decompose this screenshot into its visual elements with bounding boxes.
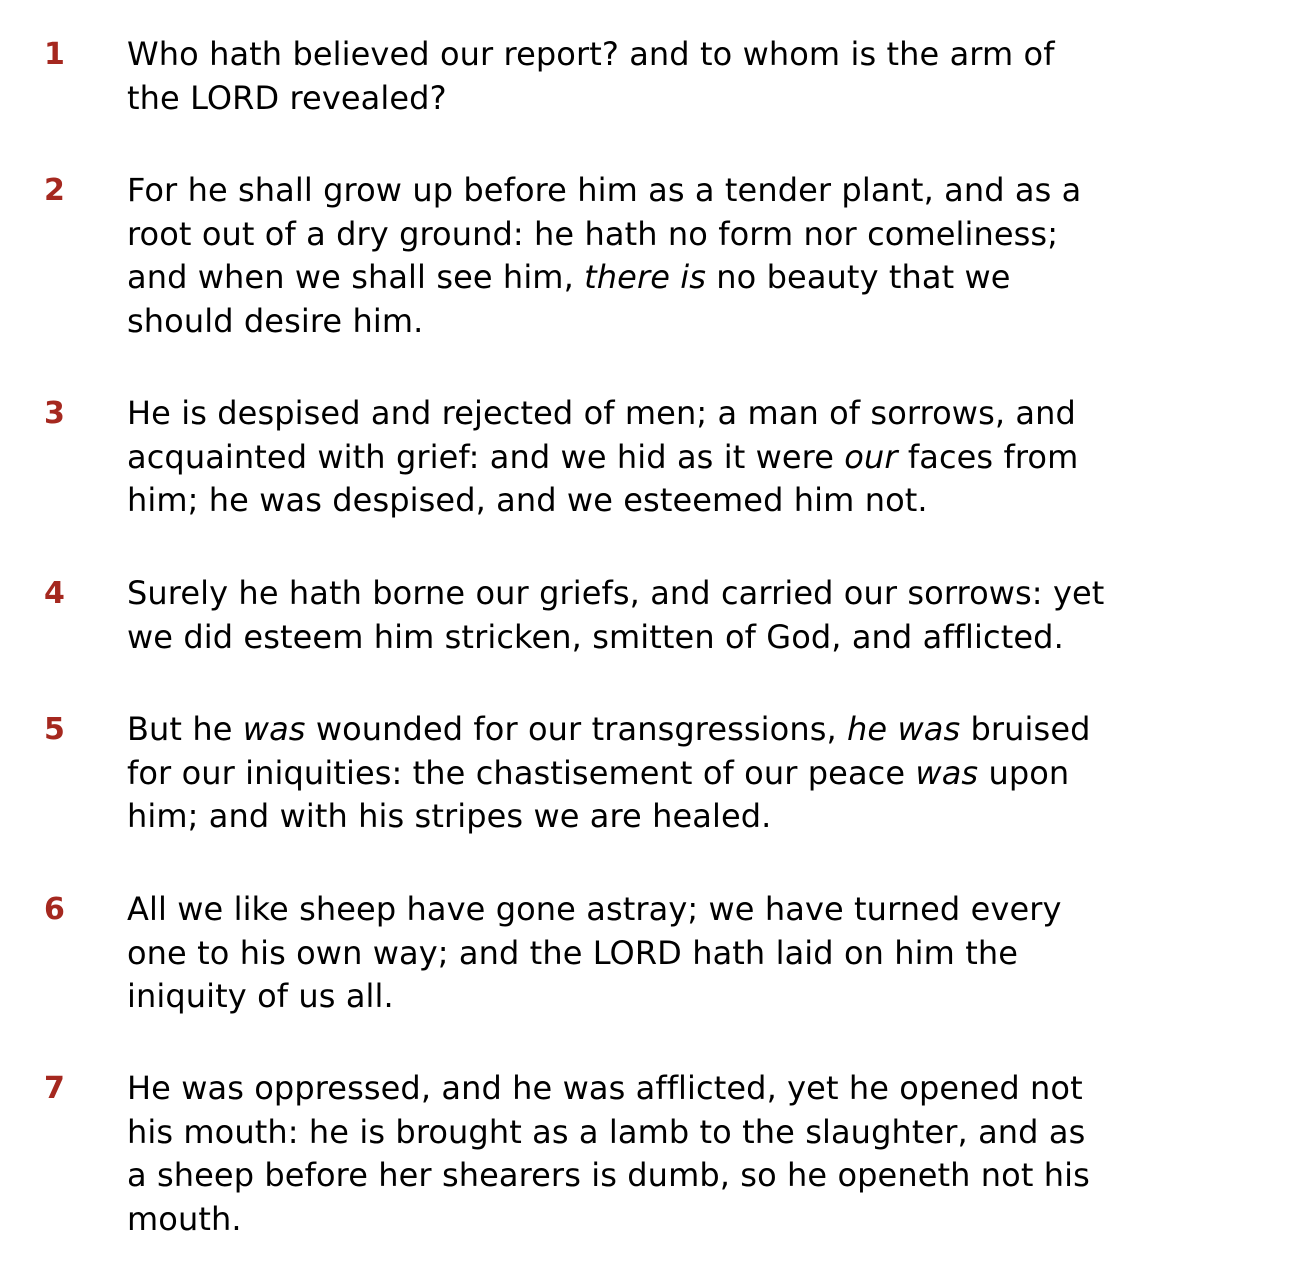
verse-text [127, 33, 1277, 120]
verse-line [127, 256, 1277, 300]
verse-line [127, 975, 1277, 1019]
verse-text [127, 888, 1277, 1019]
italic-text: was [242, 710, 306, 748]
verse-line [127, 1067, 1277, 1111]
text-run: All we like sheep have gone astray; we have turned every [127, 890, 1062, 928]
italic-text: was [915, 753, 979, 792]
verse-text [127, 169, 1277, 343]
text-run: him; he was despised, and we esteemed him not. [127, 481, 928, 519]
text-run: Surely he hath borne our griefs, and carried our sorrows: yet [127, 574, 1105, 612]
verse-line [127, 300, 1277, 344]
verse-line [127, 33, 1277, 77]
text-run: For he shall grow up before him as a tender plant, and as a [127, 171, 1082, 209]
italic-text: there is [584, 258, 707, 296]
verse-line [127, 752, 1277, 796]
verse-number: 3 [44, 396, 65, 431]
text-run: wounded for our transgressions, [305, 710, 848, 748]
text-run: faces from [897, 437, 1079, 476]
text-run: He is despised and rejected of men; a man of sorrows, and [127, 394, 1076, 432]
verse-number: 7 [44, 1071, 65, 1106]
verse-line [127, 888, 1277, 932]
text-run: the LORD revealed? [127, 78, 447, 117]
text-run: acquainted with grief: and we hid as it were [127, 437, 845, 476]
verse-text [127, 392, 1277, 523]
verse-text [127, 572, 1277, 659]
verse-line [127, 392, 1277, 436]
verse-line [127, 1111, 1277, 1155]
text-run: He was oppressed, and he was afflicted, yet he opened not [127, 1069, 1083, 1107]
text-run: his mouth: he is brought as a lamb to the slaughter, and as [127, 1112, 1086, 1151]
verse-text [127, 708, 1277, 839]
text-run: we did esteem him stricken, smitten of God, and afflicted. [127, 617, 1064, 656]
text-run: upon [978, 753, 1070, 792]
verse-number: 1 [44, 37, 65, 72]
text-run: iniquity of us all. [127, 977, 394, 1015]
verse-line [127, 572, 1277, 616]
italic-text: he was [847, 710, 961, 748]
verse-line [127, 1154, 1277, 1198]
text-run: and when we shall see him, [127, 258, 585, 296]
verse-line [127, 616, 1277, 660]
verse-text [127, 1067, 1277, 1241]
text-run: But he [127, 710, 243, 748]
text-run: no beauty that we [706, 258, 1011, 296]
verse-line [127, 77, 1277, 121]
text-run: a sheep before her shearers is dumb, so he openeth not his [127, 1156, 1090, 1194]
verse-line [127, 932, 1277, 976]
verse-line [127, 795, 1277, 839]
verse-line [127, 169, 1277, 213]
verse-line [127, 213, 1277, 257]
verse-number: 5 [44, 712, 65, 747]
text-run: root out of a dry ground: he hath no form nor comeliness; [127, 214, 1059, 253]
text-run: should desire him. [127, 301, 424, 340]
verse-number: 6 [44, 892, 65, 927]
italic-text: our [844, 437, 898, 476]
text-run: him; and with his stripes we are healed. [127, 797, 772, 835]
verse-line [127, 436, 1277, 480]
text-run: for our iniquities: the chastisement of our peace [127, 753, 916, 792]
verse-line [127, 708, 1277, 752]
verse-number: 2 [44, 173, 65, 208]
text-run: bruised [960, 710, 1091, 748]
text-run: mouth. [127, 1199, 242, 1238]
verse-line [127, 479, 1277, 523]
text-run: Who hath believed our report? and to whom is the arm of [127, 35, 1055, 73]
verse-number: 4 [44, 576, 65, 611]
text-run: one to his own way; and the LORD hath laid on him the [127, 933, 1019, 972]
verse-line [127, 1198, 1277, 1242]
